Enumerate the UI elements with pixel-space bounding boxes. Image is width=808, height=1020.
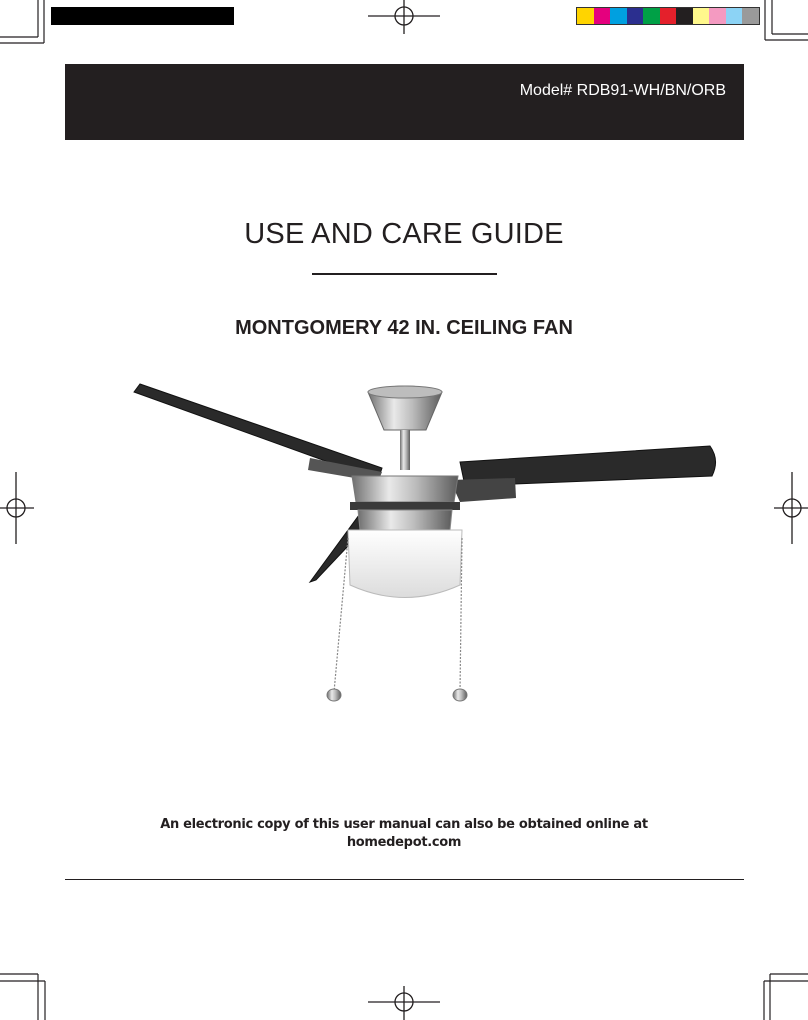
online-manual-url: homedepot.com bbox=[346, 835, 462, 850]
registration-mark-top bbox=[368, 0, 440, 36]
registration-mark-bottom bbox=[368, 984, 440, 1020]
page-title: USE AND CARE GUIDE bbox=[244, 218, 564, 250]
bottom-divider bbox=[65, 879, 744, 880]
online-manual-note-line1: An electronic copy of this user manual can also be obtained online at bbox=[160, 817, 648, 832]
registration-mark-left bbox=[0, 472, 36, 544]
header-band bbox=[65, 64, 744, 140]
online-manual-note bbox=[0, 816, 808, 852]
product-name: MONTGOMERY 42 IN. CEILING FAN bbox=[235, 317, 573, 339]
registration-mark-right bbox=[772, 472, 808, 544]
model-number: Model# RDB91-WH/BN/ORB bbox=[519, 82, 726, 99]
ceiling-fan-image bbox=[120, 370, 730, 715]
title-divider bbox=[312, 273, 497, 275]
